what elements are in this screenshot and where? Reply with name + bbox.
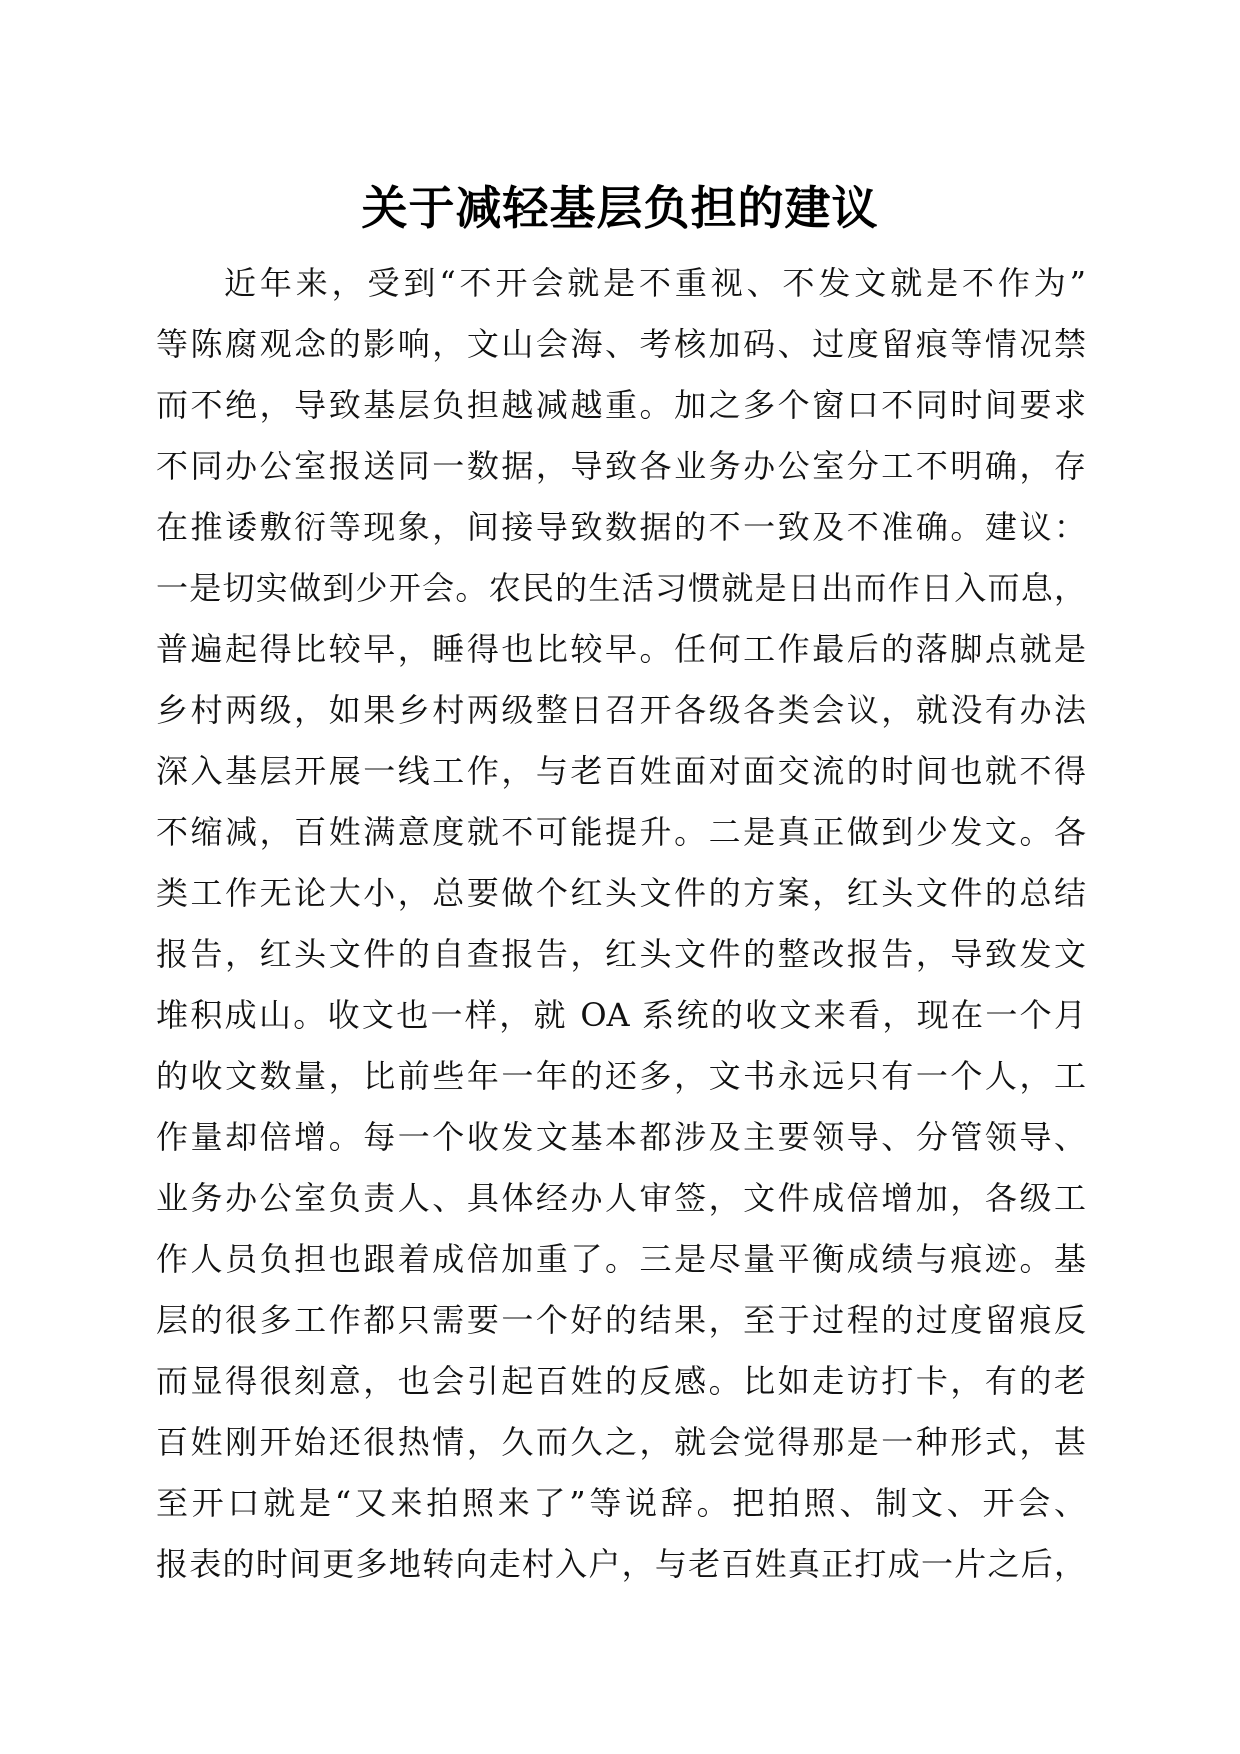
- body-line: 不缩减，百姓满意度就不可能提升。二是真正做到少发文。各: [156, 813, 1086, 851]
- body-line: 而不绝，导致基层负担越减越重。加之多个窗口不同时间要求: [156, 386, 1086, 424]
- body-line: 作人员负担也跟着成倍加重了。三是尽量平衡成绩与痕迹。基: [156, 1240, 1086, 1278]
- body-line: 类工作无论大小，总要做个红头文件的方案，红头文件的总结: [156, 874, 1086, 912]
- body-line: 报表的时间更多地转向走村入户，与老百姓真正打成一片之后，: [156, 1545, 1086, 1583]
- body-line: 堆积成山。收文也一样，就 OA 系统的收文来看，现在一个月: [156, 996, 1086, 1034]
- document-title: 关于减轻基层负担的建议: [361, 181, 879, 235]
- body-line: 层的很多工作都只需要一个好的结果，至于过程的过度留痕反: [156, 1301, 1086, 1339]
- body-line: 而显得很刻意，也会引起百姓的反感。比如走访打卡，有的老: [156, 1362, 1086, 1400]
- body-line: 一是切实做到少开会。农民的生活习惯就是日出而作日入而息，: [156, 569, 1086, 607]
- body-line: 乡村两级，如果乡村两级整日召开各级各类会议，就没有办法: [156, 691, 1086, 729]
- body-line: 至开口就是“又来拍照来了”等说辞。把拍照、制文、开会、: [156, 1484, 1086, 1522]
- body-line: 的收文数量，比前些年一年的还多，文书永远只有一个人，工: [156, 1057, 1086, 1095]
- body-line: 作量却倍增。每一个收发文基本都涉及主要领导、分管领导、: [156, 1118, 1086, 1156]
- document-body: [156, 253, 1086, 1595]
- body-line: 等陈腐观念的影响，文山会海、考核加码、过度留痕等情况禁: [156, 325, 1086, 363]
- body-line: 近年来，受到“不开会就是不重视、不发文就是不作为”: [224, 264, 1086, 302]
- body-line: 百姓刚开始还很热情，久而久之，就会觉得那是一种形式，甚: [156, 1423, 1086, 1461]
- body-line: 深入基层开展一线工作，与老百姓面对面交流的时间也就不得: [156, 752, 1086, 790]
- body-line: 业务办公室负责人、具体经办人审签，文件成倍增加，各级工: [156, 1179, 1086, 1217]
- body-line: 在推诿敷衍等现象，间接导致数据的不一致及不准确。建议：: [156, 508, 1086, 546]
- body-line: 报告，红头文件的自查报告，红头文件的整改报告，导致发文: [156, 935, 1086, 973]
- body-line: 普遍起得比较早，睡得也比较早。任何工作最后的落脚点就是: [156, 630, 1086, 668]
- body-line: 不同办公室报送同一数据，导致各业务办公室分工不明确，存: [156, 447, 1086, 485]
